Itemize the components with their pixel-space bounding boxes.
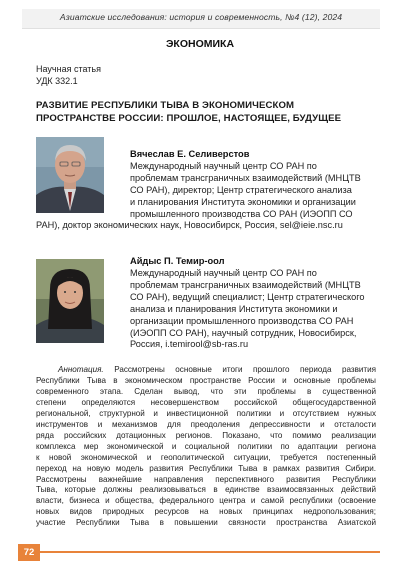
- abstract-label: Аннотация.: [58, 365, 104, 374]
- author-name-2: Айдыс П. Темир-оол: [130, 256, 225, 266]
- abstract: [36, 365, 376, 529]
- abstract-line: современного этапа. Сделан вывод, что эти проблемы в существенной: [36, 386, 376, 396]
- abstract-line: власти, бизнеса и общества, федерального центра и самой республики (освоение: [36, 496, 376, 506]
- affiliation-line: анализа и планирования Института экономики и: [130, 303, 338, 314]
- journal-header: [22, 9, 380, 29]
- abstract-first-text: Рассмотрены основные итоги прошлого периода развития: [114, 365, 376, 374]
- affiliation-line: организации промышленного производства СО РАН: [130, 315, 354, 326]
- affiliation-line: СО РАН), ведущий специалист; Центр стратегического: [130, 291, 365, 302]
- affiliation-line: СО РАН), директор; Центр стратегического анализа: [130, 184, 352, 195]
- affiliation-line: Международный научный центр СО РАН по: [130, 268, 317, 278]
- footer-rule: [40, 551, 380, 553]
- article-type: Научная статья: [36, 64, 101, 74]
- page-footer: [0, 542, 400, 562]
- section-heading: ЭКОНОМИКА: [165, 38, 235, 50]
- abstract-line: инструментов и механизмов для преодоления депрессивности и отсталости: [36, 419, 376, 429]
- abstract-line: Рассмотрены важнейшие направления перспективного развития Республики: [36, 474, 376, 484]
- journal-title: Азиатские исследования: история и современность, №4 (12), 2024: [59, 12, 343, 22]
- affiliation-line: проблемам трансграничных взаимодействий (МНЦТВ: [130, 172, 361, 183]
- article-title: [36, 99, 376, 125]
- author-name-1: Вячеслав Е. Селиверстов: [130, 149, 250, 159]
- abstract-line: региональной, структурной и инвестиционной политики и отсутствием нужных: [36, 408, 376, 418]
- page-number: 72: [18, 544, 40, 561]
- title-line: РАЗВИТИЕ РЕСПУБЛИКИ ТЫВА В ЭКОНОМИЧЕСКОМ: [36, 100, 295, 111]
- abstract-line: переход на новую модель развития Республики Тыва в рамках развития Сибири.: [36, 463, 376, 473]
- affiliation-line: Международный научный центр СО РАН по: [130, 161, 317, 171]
- title-line: ПРОСТРАНСТВЕ РОССИИ: ПРОШЛОЕ, НАСТОЯЩЕЕ, БУДУЩЕЕ: [36, 113, 342, 124]
- affiliation-line: и планирования Института экономики и организации: [130, 196, 356, 207]
- affiliation-line: проблемам трансграничных взаимодействий (МНЦТВ: [130, 279, 361, 290]
- abstract-line: Тыва, которые должны реализовываться в единстве взаимосвязанных действий: [36, 485, 376, 495]
- author-affiliation-1-cont: [36, 220, 378, 232]
- author-affiliation-2: [130, 268, 378, 351]
- abstract-line: ряда российских дотационных регионов. Показано, что помимо реализации: [36, 430, 376, 440]
- abstract-line: Республики Тыва в экономическом пространстве России и основные проблемы: [36, 375, 376, 385]
- abstract-line: новых видов природных ресурсов на новых принципах недропользования;: [36, 507, 376, 517]
- affiliation-line: (ИЭОПП СО РАН), научный сотрудник, Новосибирск,: [130, 327, 357, 338]
- abstract-line: к новой экономической и геополитической ситуации, требуется постепенный: [36, 452, 376, 462]
- affiliation-line: Россия, i.temirool@sb-ras.ru: [130, 339, 249, 350]
- abstract-line: участие Республики Тыва в повышении связности пространства Азиатской: [36, 518, 376, 528]
- author-photo-temir-ool: [36, 259, 104, 343]
- udk-code: УДК 332.1: [36, 76, 78, 86]
- author-affiliation-1: [130, 161, 378, 221]
- affiliation-line: РАН), доктор экономических наук, Новосибирск, Россия, sel@ieie.nsc.ru: [36, 220, 343, 230]
- author-photo-seliverstov: [36, 137, 104, 213]
- abstract-line: [36, 365, 376, 376]
- abstract-line: комплекса мер экономической и социальной политики по адаптации региона: [36, 441, 376, 451]
- affiliation-line: промышленного производства СО РАН (ИЭОПП СО: [130, 208, 353, 219]
- abstract-line: степени определяются несовершенством российской общегосударственной: [36, 397, 376, 407]
